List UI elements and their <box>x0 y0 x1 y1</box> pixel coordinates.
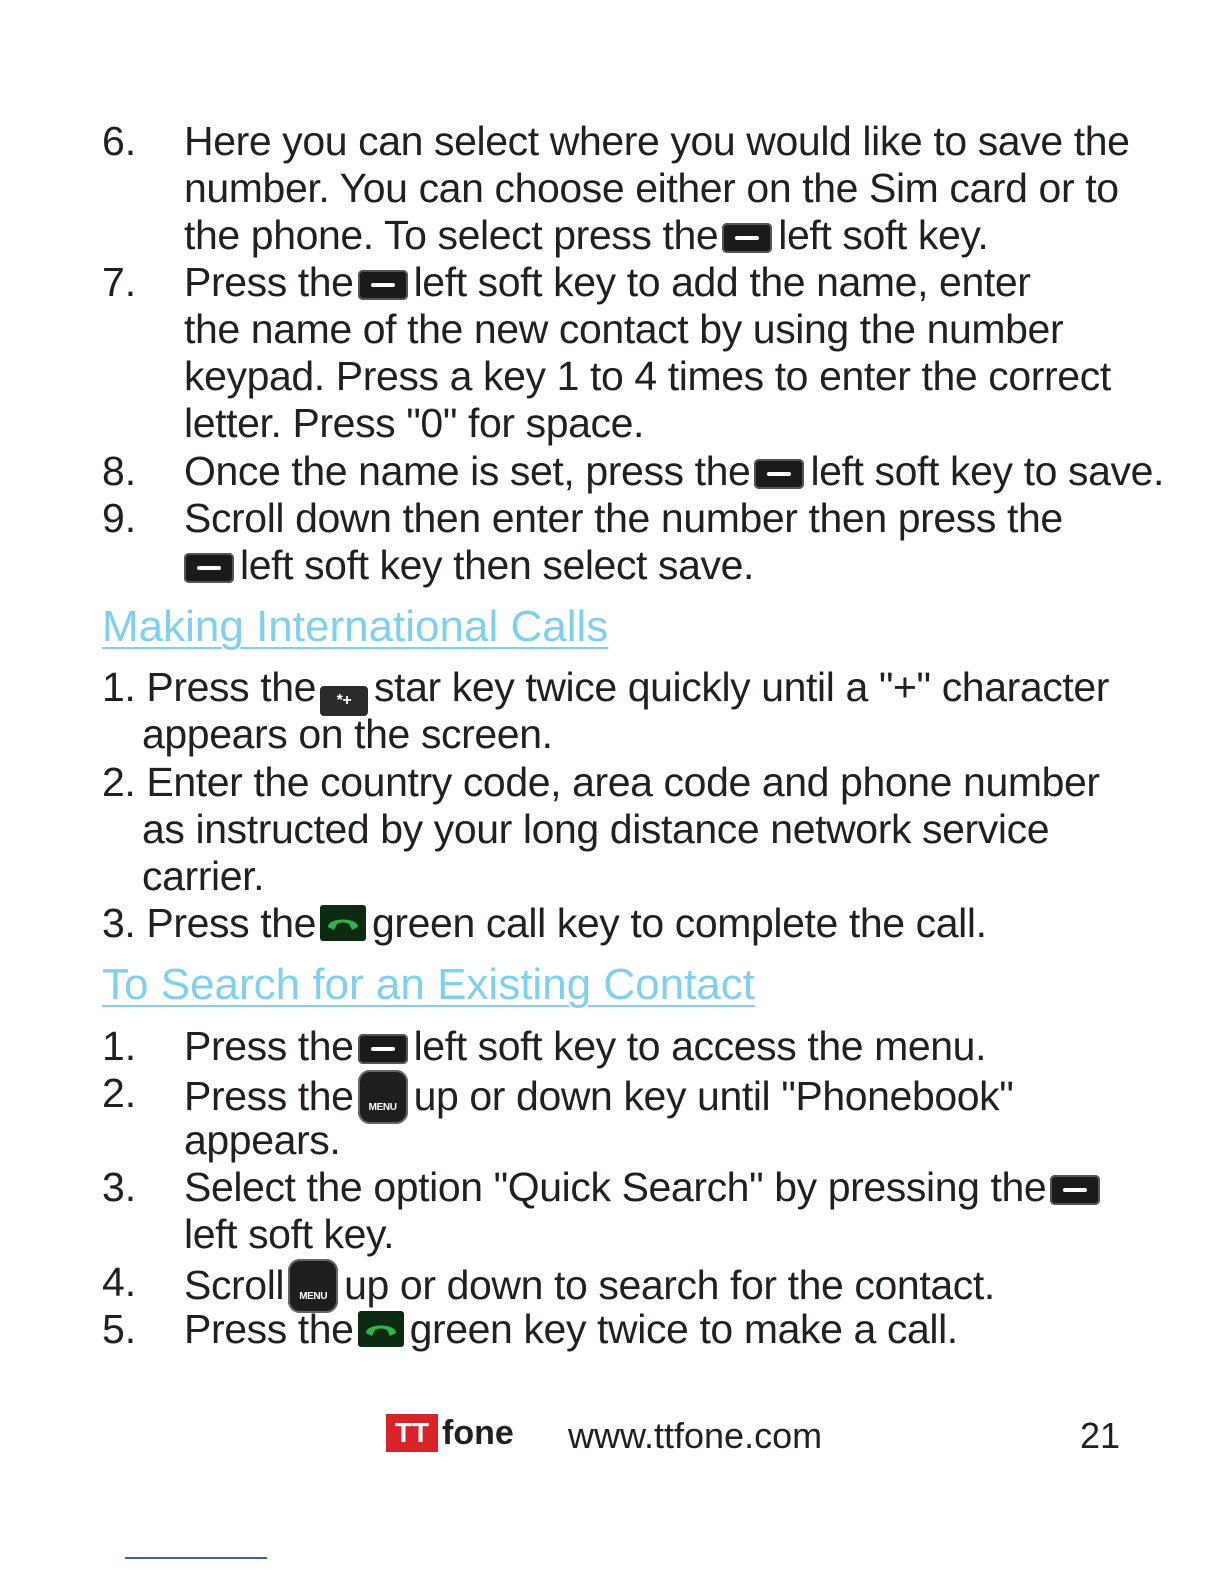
list-text: the phone. To select press the left soft key. <box>184 212 989 258</box>
green-call-key-icon <box>358 1311 404 1347</box>
left-soft-key-icon <box>358 1034 408 1064</box>
list-text: Press the left soft key to add the name, enter <box>184 259 1031 305</box>
menu-nav-key-icon: MENU <box>288 1259 338 1313</box>
list-text: Press the MENU up or down key until "Phonebook" <box>184 1070 1013 1124</box>
list-text: Press the left soft key to access the menu. <box>184 1023 987 1069</box>
list-text: left soft key. <box>184 1211 395 1257</box>
list-text: as instructed by your long distance network service <box>142 806 1050 852</box>
list-text: left soft key then select save. <box>180 542 754 589</box>
list-text: 3. Press the green call key to complete the call. <box>102 900 987 946</box>
green-call-key-icon <box>320 905 366 941</box>
list-number: 5. <box>102 1306 137 1352</box>
ttfone-logo-mark: TT <box>386 1414 438 1452</box>
list-number: 1. <box>102 1023 137 1069</box>
list-number: 3. <box>102 1164 137 1210</box>
list-text: Scroll down then enter the number then press the <box>184 495 1063 541</box>
list-number: 9. <box>102 495 137 541</box>
left-soft-key-icon <box>1050 1175 1100 1205</box>
list-text: letter. Press "0" for space. <box>184 400 644 446</box>
list-text: 1. Press the *+ star key twice quickly until a "+" character <box>102 664 1109 716</box>
website-link[interactable]: www.ttfone.com <box>568 1415 823 1456</box>
list-text: Here you can select where you would like to save the <box>184 118 1130 164</box>
list-number: 4. <box>102 1259 137 1305</box>
page-footer <box>0 1408 1224 1464</box>
list-number: 7. <box>102 259 137 305</box>
list-text: appears. <box>184 1117 341 1163</box>
list-number: 8. <box>102 448 137 494</box>
star-key-icon: *+ <box>320 686 368 716</box>
list-text: keypad. Press a key 1 to 4 times to enter the correct <box>184 353 1111 399</box>
divider <box>125 1557 267 1559</box>
list-text: appears on the screen. <box>142 711 553 757</box>
list-number: 2. <box>102 1070 137 1116</box>
list-text: Select the option "Quick Search" by pressing the <box>184 1164 1106 1211</box>
ttfone-logo-text: fone <box>442 1414 514 1452</box>
left-soft-key-icon <box>184 553 234 583</box>
list-number: 6. <box>102 118 137 164</box>
list-text: carrier. <box>142 853 265 899</box>
list-text: Once the name is set, press the left soft key to save. <box>184 448 1164 494</box>
list-text: Press the green key twice to make a call. <box>184 1306 958 1352</box>
section-heading-search-contact[interactable]: To Search for an Existing Contact <box>102 960 755 1009</box>
left-soft-key-icon <box>358 270 408 300</box>
list-text: the name of the new contact by using the number <box>184 306 1064 352</box>
menu-nav-key-icon: MENU <box>358 1070 408 1124</box>
list-text: Scroll MENU up or down to search for the contact. <box>184 1259 995 1313</box>
section-heading-international-calls[interactable]: Making International Calls <box>102 602 609 651</box>
list-text: number. You can choose either on the Sim card or to <box>184 165 1119 211</box>
list-text: 2. Enter the country code, area code and phone number <box>102 759 1100 805</box>
left-soft-key-icon <box>722 223 772 253</box>
page-number: 21 <box>1080 1415 1121 1456</box>
left-soft-key-icon <box>754 459 804 489</box>
